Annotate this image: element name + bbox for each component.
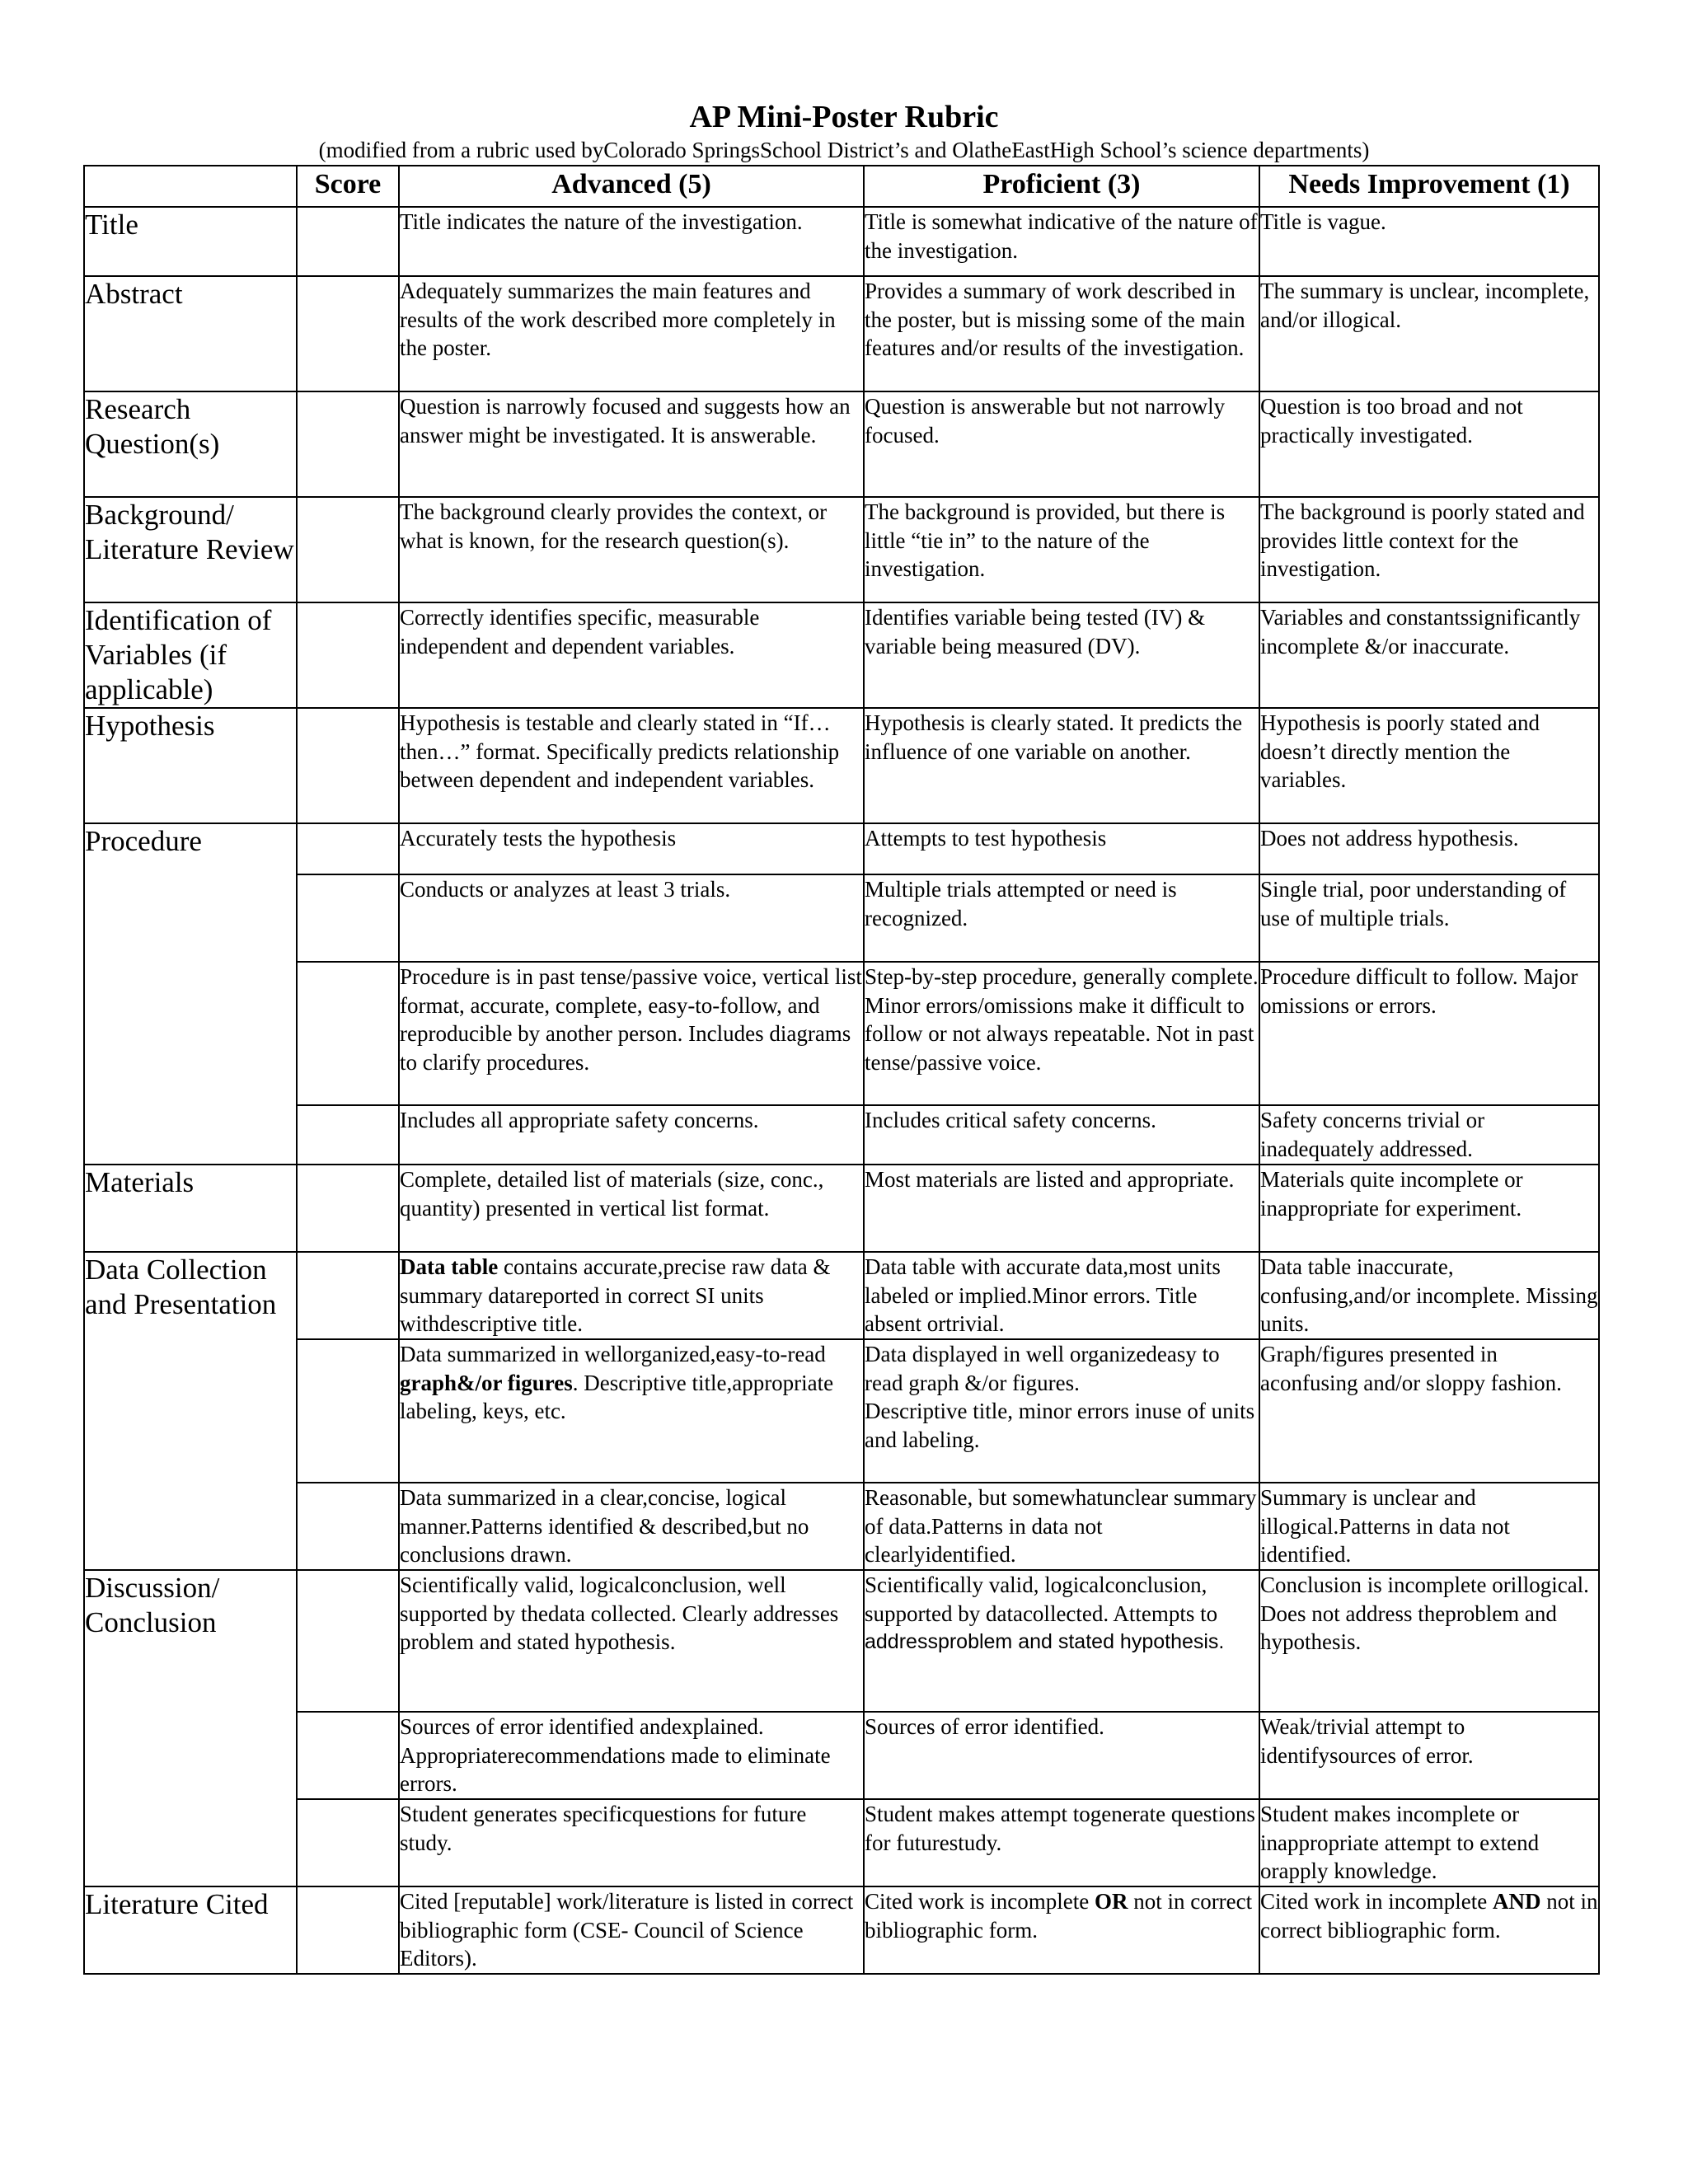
cell-text: not in correct bibliographic form. [1260, 1889, 1598, 1943]
bold-text: graph&/or figures [400, 1370, 573, 1395]
table-row [84, 391, 1599, 497]
bold-text: Data table [400, 1254, 499, 1279]
advanced-cell: Conducts or analyzes at least 3 trials. [399, 874, 864, 962]
table-row [84, 1886, 1599, 1974]
bold-text: AND [1492, 1889, 1541, 1914]
score-cell [297, 276, 399, 391]
table-row [84, 207, 1599, 276]
advanced-cell: Procedure is in past tense/passive voice, vertical list format, accurate, complete, easy-to-follow, and reproducible by another person. Includes diagrams to clarify procedures. [399, 962, 864, 1105]
table-row [84, 1712, 1599, 1799]
criterion-procedure: Procedure [84, 823, 297, 1165]
cell-text: Descriptive title, minor errors inuse of units and labeling. [865, 1399, 1255, 1452]
proficient-cell [864, 1570, 1259, 1712]
header-proficient: Proficient (3) [864, 166, 1259, 207]
advanced-cell: Title indicates the nature of the investigation. [399, 207, 864, 276]
proficient-cell: Sources of error identified. [864, 1712, 1259, 1799]
table-row [84, 823, 1599, 874]
table-row [84, 874, 1599, 962]
advanced-cell: Student generates specificquestions for future study. [399, 1799, 864, 1886]
score-cell [297, 207, 399, 276]
rubric-table [83, 165, 1600, 1975]
cell-text: not in correct bibliographic form. [865, 1889, 1253, 1943]
proficient-cell: Student makes attempt togenerate questions for futurestudy. [864, 1799, 1259, 1886]
header-advanced: Advanced (5) [399, 166, 864, 207]
advanced-cell: Adequately summarizes the main features and results of the work described more completely in the poster. [399, 276, 864, 391]
needs-cell: Weak/trivial attempt to identifysources of error. [1259, 1712, 1599, 1799]
table-row [84, 1165, 1599, 1252]
score-cell [297, 602, 399, 708]
table-row [84, 1483, 1599, 1570]
needs-cell: The summary is unclear, incomplete, and/or illogical. [1259, 276, 1599, 391]
score-cell [297, 1252, 399, 1339]
advanced-cell: Question is narrowly focused and suggests how an answer might be investigated. It is answerable. [399, 391, 864, 497]
cell-text: addressproblem and stated hypothesis. [865, 1630, 1225, 1653]
advanced-cell: Data summarized in a clear,concise, logical manner.Patterns identified & described,but no conclusions drawn. [399, 1483, 864, 1570]
cell-text: contains accurate,precise raw data & summary datareported in correct SI units withdescriptive title. [400, 1254, 831, 1336]
cell-text: Data displayed in well organizedeasy to read graph &/or figures. [865, 1342, 1220, 1395]
needs-cell: Safety concerns trivial or inadequately addressed. [1259, 1105, 1599, 1165]
needs-cell: Graph/figures presented in aconfusing and/or sloppy fashion. [1259, 1339, 1599, 1483]
proficient-cell: Title is somewhat indicative of the nature of the investigation. [864, 207, 1259, 276]
table-row [84, 1339, 1599, 1483]
criterion-abstract: Abstract [84, 276, 297, 391]
criterion-background: Background/ Literature Review [84, 497, 297, 602]
proficient-cell: Step-by-step procedure, generally complete. Minor errors/omissions make it difficult to follow or not always repeatable. Not in past tense/passive voice. [864, 962, 1259, 1105]
table-row [84, 1799, 1599, 1886]
score-cell [297, 708, 399, 823]
needs-cell: Hypothesis is poorly stated and doesn’t directly mention the variables. [1259, 708, 1599, 823]
cell-text: Data summarized in wellorganized,easy-to-read [400, 1342, 826, 1366]
advanced-cell: Correctly identifies specific, measurable independent and dependent variables. [399, 602, 864, 708]
proficient-cell [864, 1339, 1259, 1483]
table-row [84, 276, 1599, 391]
advanced-cell: Complete, detailed list of materials (size, conc., quantity) presented in vertical list format. [399, 1165, 864, 1252]
header-criterion [84, 166, 297, 207]
needs-cell: Single trial, poor understanding of use of multiple trials. [1259, 874, 1599, 962]
score-cell [297, 1339, 399, 1483]
proficient-cell: Identifies variable being tested (IV) & variable being measured (DV). [864, 602, 1259, 708]
table-row [84, 1105, 1599, 1165]
criterion-research-question: Research Question(s) [84, 391, 297, 497]
advanced-cell [399, 1339, 864, 1483]
proficient-cell: Most materials are listed and appropriate. [864, 1165, 1259, 1252]
score-cell [297, 1165, 399, 1252]
needs-cell: Question is too broad and not practically investigated. [1259, 391, 1599, 497]
table-row [84, 602, 1599, 708]
needs-cell: Variables and constantssignificantly incomplete &/or inaccurate. [1259, 602, 1599, 708]
proficient-cell: Attempts to test hypothesis [864, 823, 1259, 874]
needs-cell: Summary is unclear and illogical.Patterns in data not identified. [1259, 1483, 1599, 1570]
cell-text: Cited work in incomplete [1260, 1889, 1493, 1914]
advanced-cell: Cited [reputable] work/literature is listed in correct bibliographic form (CSE- Council of Science Editors). [399, 1886, 864, 1974]
proficient-cell: Provides a summary of work described in the poster, but is missing some of the main features and/or results of the investigation. [864, 276, 1259, 391]
criterion-variables: Identification of Variables (if applicable) [84, 602, 297, 708]
needs-cell: Student makes incomplete or inappropriate attempt to extend orapply knowledge. [1259, 1799, 1599, 1886]
score-cell [297, 1886, 399, 1974]
score-cell [297, 962, 399, 1105]
criterion-discussion: Discussion/ Conclusion [84, 1570, 297, 1886]
needs-cell: The background is poorly stated and provides little context for the investigation. [1259, 497, 1599, 602]
proficient-cell [864, 1886, 1259, 1974]
proficient-cell: The background is provided, but there is little “tie in” to the nature of the investigation. [864, 497, 1259, 602]
header-needs-improvement: Needs Improvement (1) [1259, 166, 1599, 207]
needs-cell: Title is vague. [1259, 207, 1599, 276]
advanced-cell: Accurately tests the hypothesis [399, 823, 864, 874]
criterion-hypothesis: Hypothesis [84, 708, 297, 823]
score-cell [297, 1105, 399, 1165]
advanced-cell: Sources of error identified andexplained. Appropriaterecommendations made to eliminate errors. [399, 1712, 864, 1799]
score-cell [297, 1712, 399, 1799]
advanced-cell: The background clearly provides the context, or what is known, for the research question(s). [399, 497, 864, 602]
needs-cell: Data table inaccurate, confusing,and/or incomplete. Missing units. [1259, 1252, 1599, 1339]
needs-cell [1259, 1886, 1599, 1974]
criterion-title: Title [84, 207, 297, 276]
proficient-cell: Hypothesis is clearly stated. It predicts the influence of one variable on another. [864, 708, 1259, 823]
table-row [84, 962, 1599, 1105]
advanced-cell: Scientifically valid, logicalconclusion, well supported by thedata collected. Clearly addresses problem and stated hypothesis. [399, 1570, 864, 1712]
page-subtitle: (modified from a rubric used byColorado SpringsSchool District’s and OlatheEastHigh School’s science departments) [318, 138, 1370, 162]
proficient-cell: Includes critical safety concerns. [864, 1105, 1259, 1165]
table-row [84, 497, 1599, 602]
score-cell [297, 1799, 399, 1886]
table-row [84, 708, 1599, 823]
needs-cell: Conclusion is incomplete orillogical. Does not address theproblem and hypothesis. [1259, 1570, 1599, 1712]
proficient-cell: Data table with accurate data,most units labeled or implied.Minor errors. Title absent ortrivial. [864, 1252, 1259, 1339]
needs-cell: Materials quite incomplete or inappropriate for experiment. [1259, 1165, 1599, 1252]
table-row [84, 1570, 1599, 1712]
score-cell [297, 823, 399, 874]
header-score: Score [297, 166, 399, 207]
needs-cell: Does not address hypothesis. [1259, 823, 1599, 874]
bold-text: OR [1094, 1889, 1128, 1914]
criterion-literature-cited: Literature Cited [84, 1886, 297, 1974]
advanced-cell: Includes all appropriate safety concerns. [399, 1105, 864, 1165]
criterion-materials: Materials [84, 1165, 297, 1252]
cell-text: . Descriptive title,appropriate labeling, keys, etc. [400, 1370, 834, 1423]
score-cell [297, 497, 399, 602]
score-cell [297, 1570, 399, 1712]
cell-text: Scientifically valid, logicalconclusion, supported by datacollected. Attempts to [865, 1572, 1218, 1626]
proficient-cell: Multiple trials attempted or need is recognized. [864, 874, 1259, 962]
score-cell [297, 1483, 399, 1570]
page-title: AP Mini-Poster Rubric [689, 100, 999, 134]
advanced-cell [399, 1252, 864, 1339]
table-row [84, 1252, 1599, 1339]
score-cell [297, 391, 399, 497]
cell-text: Cited work is incomplete [865, 1889, 1095, 1914]
needs-cell: Procedure difficult to follow. Major omissions or errors. [1259, 962, 1599, 1105]
score-cell [297, 874, 399, 962]
proficient-cell: Question is answerable but not narrowly focused. [864, 391, 1259, 497]
advanced-cell: Hypothesis is testable and clearly stated in “If… then…” format. Specifically predicts relationship between dependent and independent variables. [399, 708, 864, 823]
criterion-data-collection: Data Collection and Presentation [84, 1252, 297, 1570]
header-row [84, 166, 1599, 207]
proficient-cell: Reasonable, but somewhatunclear summary of data.Patterns in data not clearlyidentified. [864, 1483, 1259, 1570]
